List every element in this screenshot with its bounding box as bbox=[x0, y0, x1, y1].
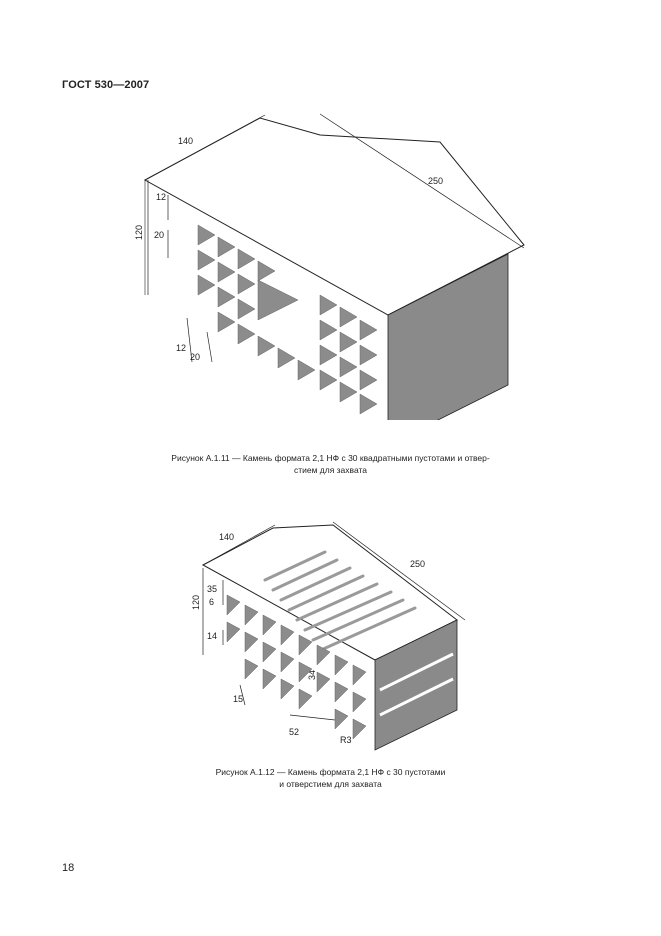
dim-r3: R3 bbox=[340, 735, 352, 745]
dim-250: 250 bbox=[428, 176, 444, 186]
page-number: 18 bbox=[62, 862, 75, 874]
figure-1-drawing bbox=[120, 100, 540, 420]
dim-140: 140 bbox=[178, 136, 194, 146]
dim-14: 14 bbox=[207, 631, 218, 641]
figure-2-caption-line-1: Рисунок А.1.12 — Камень формата 2,1 НФ с 30 пустотами bbox=[215, 767, 446, 777]
figure-2-drawing bbox=[185, 510, 485, 755]
dim-20-left: 20 bbox=[154, 230, 165, 240]
dim-34: 34 bbox=[307, 669, 317, 680]
dim-35: 35 bbox=[207, 584, 218, 594]
dim-15: 15 bbox=[233, 694, 244, 704]
dim-20-bottom: 20 bbox=[190, 352, 201, 362]
figure-2-caption bbox=[0, 766, 661, 790]
document-header: ГОСТ 530—2007 bbox=[62, 79, 150, 91]
dim-12-bottom: 12 bbox=[176, 343, 187, 353]
dim-250-2: 250 bbox=[410, 559, 426, 569]
dim-52: 52 bbox=[289, 727, 300, 737]
figure-1-caption bbox=[0, 452, 661, 476]
dim-6: 6 bbox=[209, 597, 215, 607]
dim-120: 120 bbox=[134, 224, 144, 240]
dim-140-2: 140 bbox=[219, 532, 235, 542]
figure-1-caption-line-1: Рисунок А.1.11 — Камень формата 2,1 НФ с 30 квадратными пустотами и отвер- bbox=[171, 453, 490, 463]
figure-2-caption-line-2: и отверстием для захвата bbox=[279, 779, 382, 789]
dim-120-2: 120 bbox=[191, 594, 201, 610]
figure-1-caption-line-2: стием для захвата bbox=[293, 465, 368, 475]
dim-12-top: 12 bbox=[156, 192, 167, 202]
